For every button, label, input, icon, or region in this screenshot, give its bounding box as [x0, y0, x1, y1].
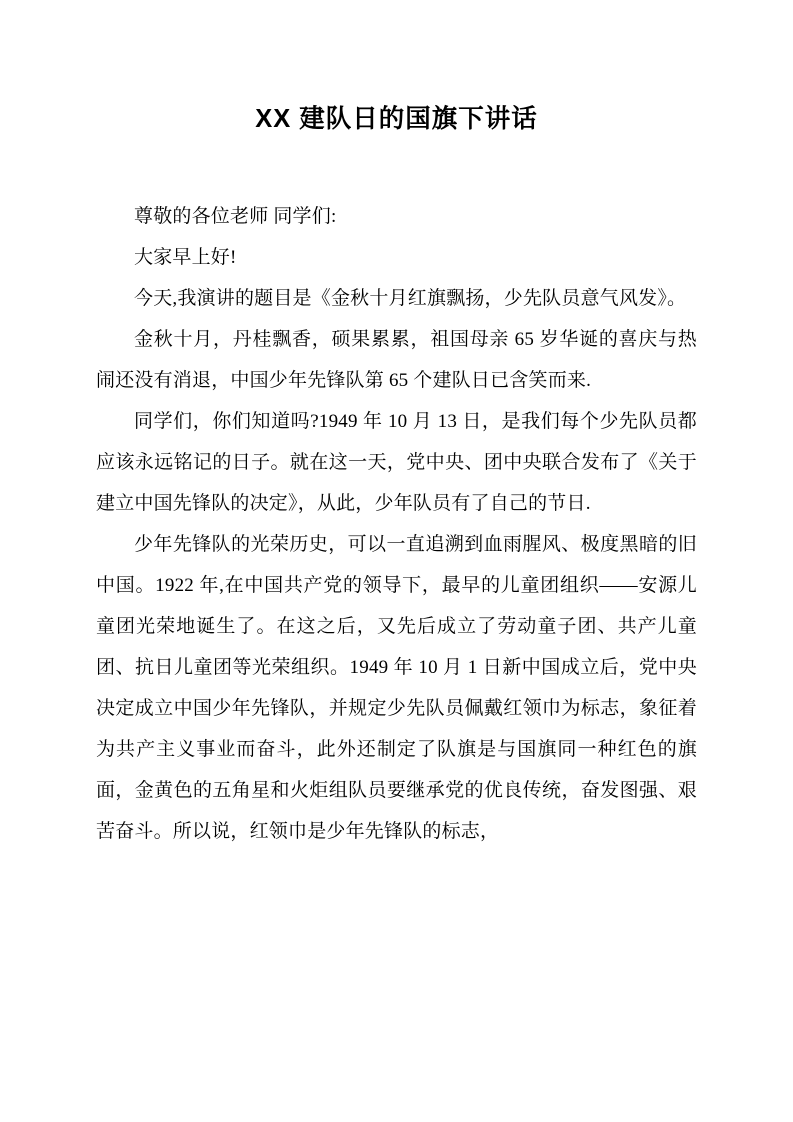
paragraph-greeting: 大家早上好!: [134, 246, 237, 268]
page-title: XX 建队日的国旗下讲话: [255, 105, 538, 133]
paragraph-history: 少年先锋队的光荣历史，可以一直追溯到血雨腥风、极度黑暗的旧中国。1922 年,在中国共产党的领导下，最早的儿童团组织——安源儿童团光荣地诞生了。在这之后，又先后成立了劳动童子团、共产儿童团、抗日儿童团等光荣组织。1949 年 10 月 1 日新中国成立后，党中央决定成立中国少年先锋队，并规定少先队员佩戴红领巾为标志，象征着为共产主义事业而奋斗，此外还制定了队旗是与国旗同一种红色的旗面，金黄色的五角星和火炬组队员要继承党的优良传统，奋发图强、艰苦奋斗。所以说，红领巾是少年先锋队的标志，: [96, 533, 697, 842]
paragraph-topic: 今天,我演讲的题目是《金秋十月红旗飘扬，少先队员意气风发》。: [134, 287, 687, 309]
paragraph-salutation: 尊敬的各位老师 同学们:: [134, 205, 337, 227]
document-body: [96, 196, 697, 852]
paragraph-autumn: 金秋十月，丹桂飘香，硕果累累，祖国母亲 65 岁华诞的喜庆与热闹还没有消退，中国少年先锋队第 65 个建队日已含笑而来.: [96, 328, 697, 391]
paragraph-anniversary-date: 同学们，你们知道吗?1949 年 10 月 13 日，是我们每个少先队员都应该永远铭记的日子。就在这一天，党中央、团中央联合发布了《关于建立中国先锋队的决定》，从此，少年队员有了自己的节日.: [96, 410, 697, 514]
